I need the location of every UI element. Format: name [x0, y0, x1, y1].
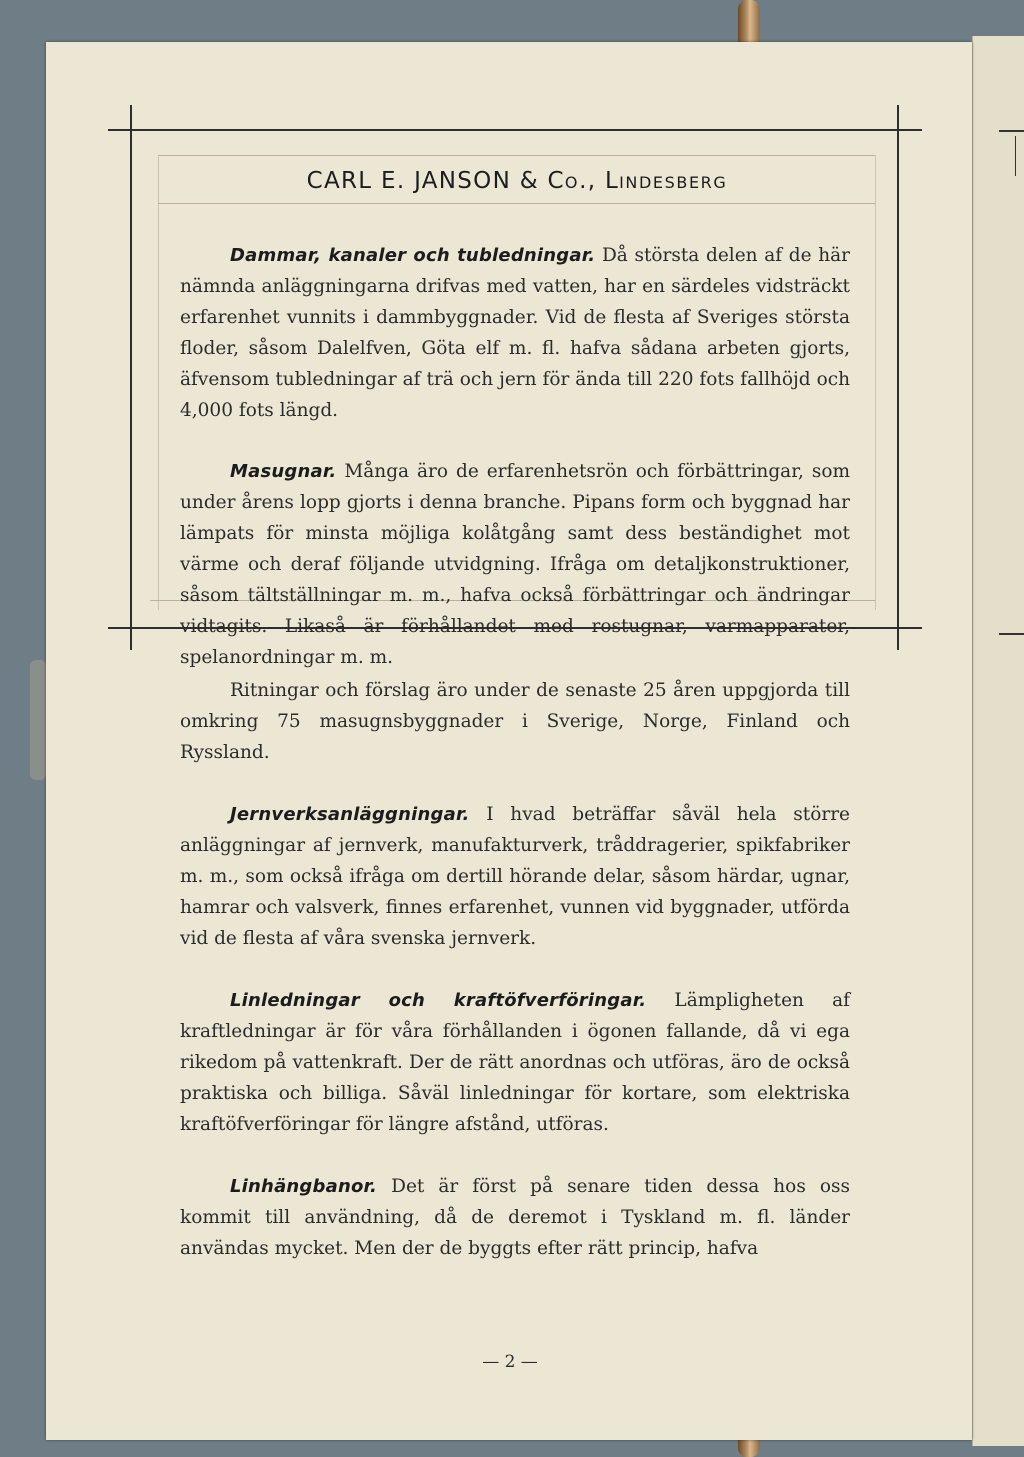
section-linhangbanor — [180, 1171, 850, 1264]
running-head-place-rest: INDESBERG — [619, 173, 728, 192]
section-jernverk — [180, 799, 850, 954]
facing-page-edge — [972, 36, 1024, 1446]
running-head-separator: ., — [579, 168, 597, 194]
binding-clip-left — [30, 660, 46, 780]
frame-rule-right — [897, 105, 899, 650]
running-head — [158, 163, 876, 201]
running-head-company: CARL E. JANSON & C — [306, 168, 565, 194]
facing-page-rule-vertical — [1015, 136, 1016, 176]
inner-frame-top — [158, 155, 875, 156]
section-heading: Linhängbanor. — [230, 1176, 378, 1197]
section-body: Lämpligheten af kraftledningar är för våra förhållanden i ögonen fallande, då vi ega rikedom på vattenkraft. Der de rätt anordnas och utföras, äro de också praktiska och billiga. Såväl linledningar för kortare, som elektriska kraftöfverföringar för längre afstånd, utföras. — [180, 990, 850, 1135]
section-dammar — [180, 240, 850, 426]
frame-rule-left — [130, 105, 132, 650]
section-body: Det är först på senare tiden dessa hos oss kommit till användning, då de deremot i Tyskland m. fl. länder användas mycket. Men der de byggts efter rätt princip, hafva — [180, 1176, 850, 1259]
section-masugnar — [180, 456, 850, 673]
section-body: I hvad beträffar såväl hela större anläggningar af jernverk, manufakturverk, tråddragerier, spikfabriker m. m., som också ifråga om dertill hörande delar, såsom härdar, ugnar, hamrar och valsverk, finnes erfarenhet, vunnen vid byggnader, utförda vid de flesta af våra svenska jernverk. — [180, 804, 850, 949]
section-heading: Linledningar och kraftöfverföringar. — [230, 990, 647, 1011]
frame-rule-top — [108, 129, 922, 131]
running-head-place-initial: L — [604, 168, 620, 194]
section-ritningar — [180, 675, 850, 768]
section-heading: Masugnar. — [230, 461, 337, 482]
section-heading: Dammar, kanaler och tubledningar. — [230, 245, 596, 266]
section-linledningar — [180, 985, 850, 1140]
inner-frame-right — [875, 155, 876, 610]
facing-page-rule-bottom — [999, 633, 1024, 635]
inner-frame-left — [158, 155, 159, 610]
page-number: — 2 — — [482, 1352, 538, 1372]
section-heading: Jernverksanläggningar. — [230, 804, 470, 825]
section-body: Många äro de erfarenhetsrön och förbättringar, som under årens lopp gjorts i denna branche. Pipans form och byggnad har lämpats för minsta möjliga kolåtgång samt dess beständighet mot värme och deraf följande utvidgning. Ifråga om detaljkonstruktioner, såsom tältställningar m. m., hafva också förbättringar och ändringar vidtagits. Likaså är förhållandet med rostugnar, varmapparater, spelanordningar m. m. — [180, 461, 850, 668]
facing-page-rule-top — [999, 130, 1024, 132]
running-head-company-o: O — [564, 173, 580, 192]
section-body: Då största delen af de här nämnda anläggningarna drifvas med vatten, har en särdeles vidsträckt erfarenhet vunnits i dammbyggnader. Vid de flesta af Sveriges största floder, såsom Dalelfven, Göta elf m. fl. hafva sådana arbeten gjorts, äfvensom tubledningar af trä och jern för ända till 220 fots fallhöjd och 4,000 fots längd. — [180, 245, 850, 421]
running-head-underline — [158, 203, 875, 204]
section-body: Ritningar och förslag äro under de senaste 25 åren uppgjorda till omkring 75 masugnsbyggnader i Sverige, Norge, Finland och Ryssland. — [180, 680, 850, 763]
